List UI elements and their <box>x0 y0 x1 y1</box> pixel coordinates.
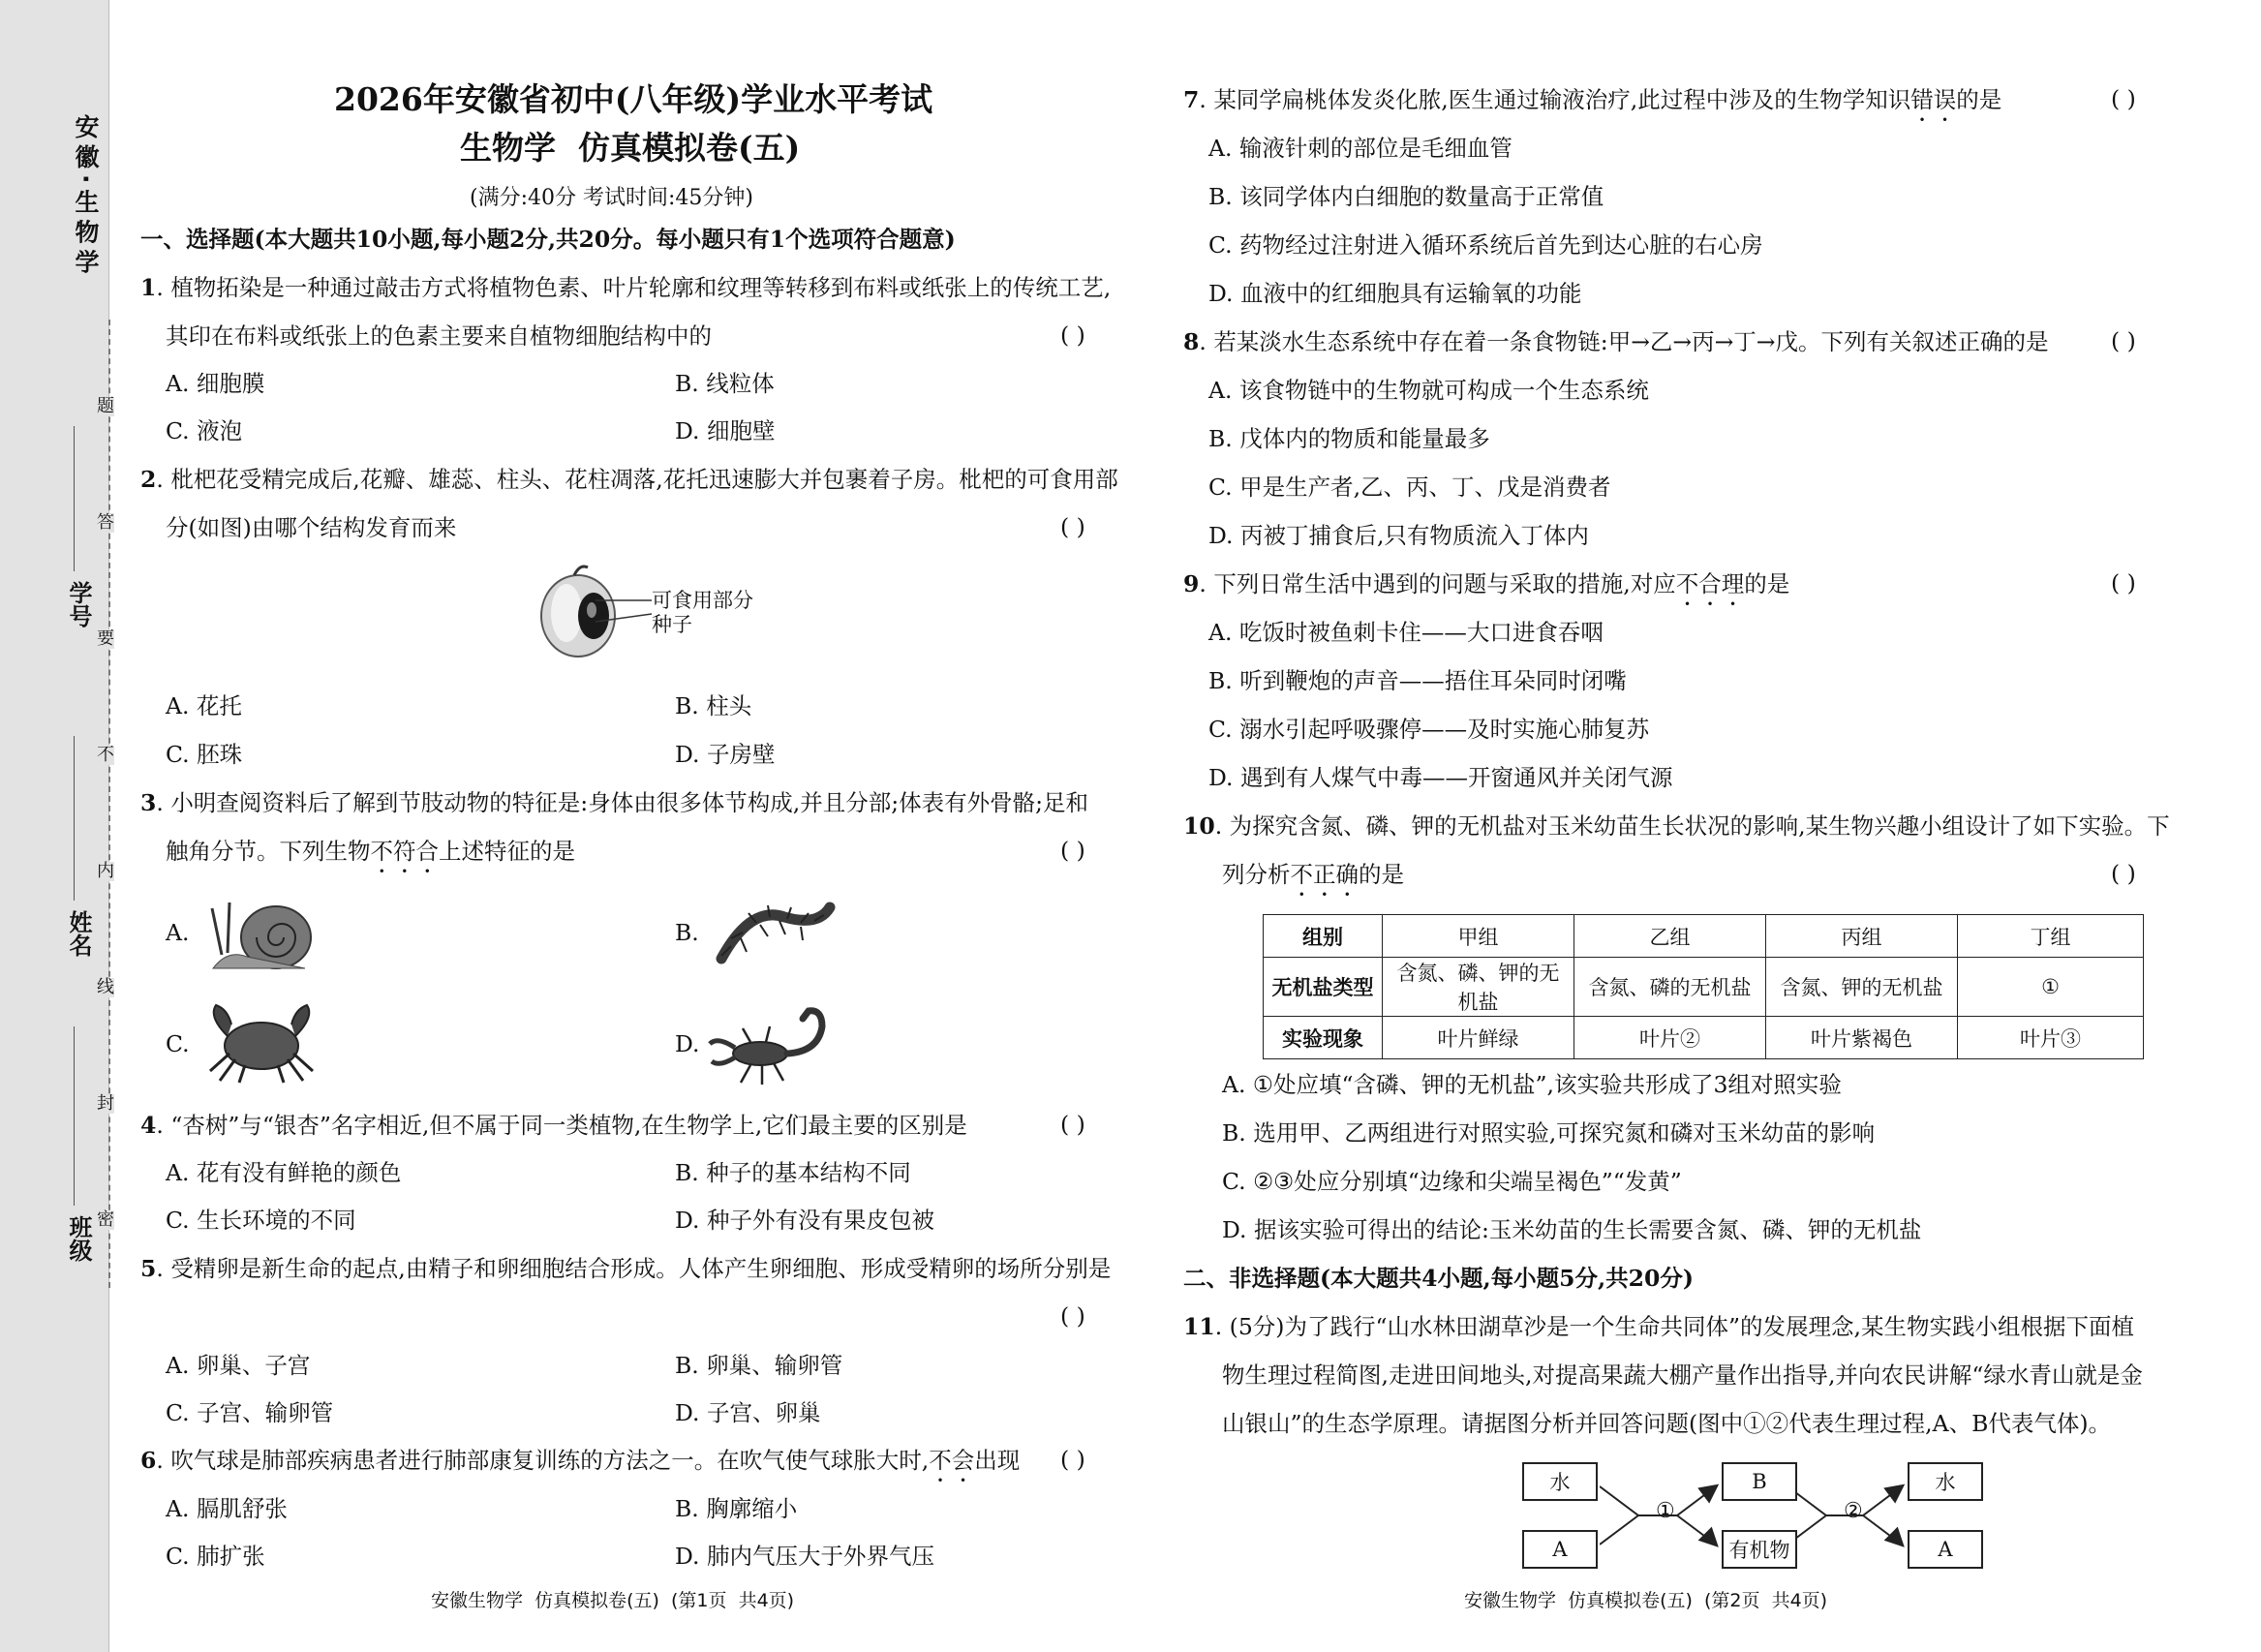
q3-stem-line2a: 触角分节。下列生物 <box>166 838 371 865</box>
diagram-box-b: B <box>1722 1462 1797 1501</box>
q11-number: 11 <box>1183 1313 1215 1340</box>
q10-answer-paren[interactable]: ( ) <box>2111 860 2136 887</box>
centipede-image <box>712 896 838 973</box>
diagram-box-organic: 有机物 <box>1722 1530 1797 1569</box>
exam-title: 2026年安徽省初中(八年级)学业水平考试 <box>334 80 933 118</box>
q6-option-d: D. 肺内气压大于外界气压 <box>675 1543 934 1570</box>
q3-stem-line1: 小明查阅资料后了解到节肢动物的特征是:身体由很多体节构成,并且分部;体表有外骨骼;足和 <box>170 789 1089 816</box>
q8-option-d: D. 丙被丁捕食后,只有物质流入丁体内 <box>1208 522 1589 549</box>
q5-option-d: D. 子宫、卵巢 <box>675 1399 821 1426</box>
table-cell: 叶片② <box>1574 1017 1766 1059</box>
q9-option-c: C. 溺水引起呼吸骤停——及时实施心肺复苏 <box>1208 716 1650 743</box>
table-cell: 甲组 <box>1383 915 1574 958</box>
q10-option-d: D. 据该实验可得出的结论:玉米幼苗的生长需要含氮、磷、钾的无机盐 <box>1222 1216 1922 1243</box>
class-line <box>74 1026 75 1206</box>
q8-stem: 若某淡水生态系统中存在着一条食物链:甲→乙→丙→丁→戊。下列有关叙述正确的是 <box>1213 328 2049 355</box>
q3-option-b: B. <box>675 919 699 946</box>
q8-option-b: B. 戊体内的物质和能量最多 <box>1208 425 1490 452</box>
q2-option-b: B. 柱头 <box>675 692 752 719</box>
table-row <box>1264 958 2144 1017</box>
q5-answer-paren[interactable]: ( ) <box>1060 1302 1085 1330</box>
q4-number: 4 <box>140 1112 157 1139</box>
q7-option-b: B. 该同学体内白细胞的数量高于正常值 <box>1208 183 1604 210</box>
q4-option-b: B. 种子的基本结构不同 <box>675 1159 911 1186</box>
q10-option-a: A. ①处应填“含磷、钾的无机盐”,该实验共形成了3组对照实验 <box>1222 1071 1842 1098</box>
diagram-box-a-left: A <box>1522 1530 1598 1569</box>
q9-emphasis: 不合理 <box>1675 570 1745 597</box>
q7-answer-paren[interactable]: ( ) <box>2111 85 2136 112</box>
q9-option-b: B. 听到鞭炮的声音——捂住耳朵同时闭嘴 <box>1208 667 1627 694</box>
table-cell: 叶片鲜绿 <box>1383 1017 1574 1059</box>
q10-option-c: C. ②③处应分别填“边缘和尖端呈褐色”“发黄” <box>1222 1168 1682 1195</box>
name-line <box>74 736 75 901</box>
experiment-table <box>1263 914 2144 1059</box>
q6-option-c: C. 肺扩张 <box>166 1543 265 1570</box>
cut-char: 不 <box>97 745 114 765</box>
q5-number: 5 <box>140 1255 157 1282</box>
q2-option-d: D. 子房壁 <box>675 741 776 768</box>
q10-emphasis: 不正确 <box>1290 861 1359 888</box>
q2-label-seed: 种子 <box>652 613 692 636</box>
q11-stem-line3: 山银山”的生态学原理。请据图分析并回答问题(图中①②代表生理过程,A、B代表气体)。 <box>1222 1410 2112 1437</box>
q7-number: 7 <box>1183 86 1200 113</box>
q3-stem-line2b: 上述特征的是 <box>439 838 575 865</box>
table-cell: 无机盐类型 <box>1264 958 1383 1017</box>
q8-number: 8 <box>1183 328 1200 355</box>
q1-answer-paren[interactable]: ( ) <box>1060 321 1085 349</box>
q1-stem-line1: 植物拓染是一种通过敲击方式将植物色素、叶片轮廓和纹理等转移到布料或纸张上的传统工艺, <box>170 274 1112 301</box>
cut-char: 密 <box>97 1209 114 1230</box>
q10-stem-line1: 为探究含氮、磷、钾的无机盐对玉米幼苗生长状况的影响,某生物兴趣小组设计了如下实验。下 <box>1229 812 2170 840</box>
diagram-box-water-right: 水 <box>1908 1462 1983 1501</box>
table-cell: 含氮、钾的无机盐 <box>1766 958 1958 1017</box>
name-label: 姓名 <box>65 910 92 957</box>
exam-info: (满分:40分 考试时间:45分钟) <box>470 186 753 210</box>
exam-subtitle: 生物学 仿真模拟卷(五) <box>460 129 801 167</box>
table-cell: 叶片③ <box>1958 1017 2144 1059</box>
q9-option-a: A. 吃饭时被鱼刺卡住——大口进食吞咽 <box>1208 619 1604 646</box>
q1-option-b: B. 线粒体 <box>675 370 775 397</box>
q7-option-a: A. 输液针刺的部位是毛细血管 <box>1208 135 1512 162</box>
q10-stem-line2b: 的是 <box>1359 861 1404 888</box>
q7-option-c: C. 药物经过注射进入循环系统后首先到达心脏的右心房 <box>1208 231 1763 259</box>
q3-option-a: A. <box>166 919 190 946</box>
q2-stem-line2: 分(如图)由哪个结构发育而来 <box>166 514 457 541</box>
q3-option-c: C. <box>166 1030 190 1057</box>
q5-option-c: C. 子宫、输卵管 <box>166 1399 334 1426</box>
q9-stem-a: 下列日常生活中遇到的问题与采取的措施,对应 <box>1213 570 1676 597</box>
cut-char: 题 <box>97 396 114 416</box>
table-cell: 丁组 <box>1958 915 2144 958</box>
table-cell: 含氮、磷、钾的无机盐 <box>1383 958 1574 1017</box>
diagram-process-1: ① <box>1656 1499 1675 1523</box>
scorpion-image <box>702 997 838 1089</box>
q9-option-d: D. 遇到有人煤气中毒——开窗通风并关闭气源 <box>1208 764 1673 791</box>
diagram-process-2: ② <box>1844 1499 1863 1523</box>
q2-answer-paren[interactable]: ( ) <box>1060 513 1085 540</box>
q2-option-a: A. 花托 <box>166 692 242 719</box>
q6-option-b: B. 胸廓缩小 <box>675 1495 798 1522</box>
student-id-line <box>74 426 75 571</box>
student-id-label: 学号 <box>65 581 92 627</box>
q7-option-d: D. 血液中的红细胞具有运输氧的功能 <box>1208 280 1582 307</box>
q7-stem-b: 的是 <box>1956 86 2002 113</box>
table-cell: 组别 <box>1264 915 1383 958</box>
q10-number: 10 <box>1183 812 1215 840</box>
q1-stem-line2: 其印在布料或纸张上的色素主要来自植物细胞结构中的 <box>166 322 712 350</box>
subject-label: 安徽·生物学 <box>72 114 100 280</box>
q6-emphasis: 不会 <box>929 1447 975 1474</box>
q4-option-c: C. 生长环境的不同 <box>166 1207 356 1234</box>
q4-option-d: D. 种子外有没有果皮包被 <box>675 1207 934 1234</box>
page-2-column: 7. 某同学扁桃体发炎化脓,医生通过输液治疗,此过程中涉及的生物学知识错误的是 ( ) A. 输液针刺的部位是毛细血管 B. 该同学体内白细胞的数量高于正常值 C. 药物经过注射进入循环系统后首先到达心脏的右心房 D. 血液中的红细胞具有运输氧的功能 8. 若某淡水生态系统中存在着一条食物链:甲→乙→丙→丁→戊。下列有关叙述正确的是 ( ) A. 该食物链中的生物就可构成一个生态系统 B. 戊体内的物质和能量最多 C. 甲是生产者,乙、丙、丁、戊是消费者 D. 丙被丁捕食后,只有物质流入丁体内 9. 下列日常生活中遇到的问题与采取的措施,对应不合理的是 ( ) A. 吃饭时被鱼刺卡住——大口进食吞咽 B. 听到鞭炮的声音——捂住耳朵同时闭嘴 C. 溺水引起呼吸骤停——及时实施心肺复苏 D. 遇到有人煤气中毒——开窗通风并关闭气源 10. 为探究含氮、磷、钾的无机盐对玉米幼苗生长状况的影响,某生物兴趣小组设计了如下实验。下 列分析不正确的是 ( ) 组别 甲组 乙组 丙组 丁组 无机盐类型 含氮、磷、钾的无机盐 含氮、磷的无机盐 含氮、钾的无机盐 ① 实验现象 叶片鲜绿 叶片② 叶片紫褐色 叶片③ A. ①处应填“含磷、钾的无机盐”,该实验共形成了3组对照实验 B. 选用甲、乙两组进行对照实验,可探究氮和磷对玉米幼苗的影响 C. ②③处应分别填“边缘和尖端呈褐色”“发黄” D. 据该实验可得出的结论:玉米幼苗的生长需要含氮、磷、钾的无机盐 二、非选择题(本大题共4小题,每小题5分,共20分) 11. (5分)为了践行“山水林田湖草沙是一个生命共同体”的发展理念,某生物实践小组根据下面植 物生理过程简图,走进田间地头,对提高果蔬大棚产量作出指导,并向农民讲解“绿水青山就是金 山银山”的生态学原理。请据图分析并回答问题(图中①②代表生理过程,A、B代表气体)。 水 A ① B 有机物 ② 水 A 安徽生物学 仿真模拟卷(五) (第2页 共4页) <box>1183 85 2170 1611</box>
q6-number: 6 <box>140 1447 157 1474</box>
q1-option-c: C. 液泡 <box>166 417 243 444</box>
table-cell: 丙组 <box>1766 915 1958 958</box>
q1-option-a: A. 细胞膜 <box>166 370 265 397</box>
q10-option-b: B. 选用甲、乙两组进行对照实验,可探究氮和磷对玉米幼苗的影响 <box>1222 1119 1876 1147</box>
q11-stem-line2: 物生理过程简图,走进田间地头,对提高果蔬大棚产量作出指导,并向农民讲解“绿水青山就是金 <box>1222 1361 2143 1389</box>
diagram-box-a-right: A <box>1908 1530 1983 1569</box>
q4-answer-paren[interactable]: ( ) <box>1060 1111 1085 1138</box>
section-1-heading: 一、选择题(本大题共10小题,每小题2分,共20分。每小题只有1个选项符合题意) <box>140 226 956 253</box>
q5-option-b: B. 卵巢、输卵管 <box>675 1352 843 1379</box>
binding-strip <box>0 0 109 1652</box>
table-cell: ① <box>1958 958 2144 1017</box>
q9-answer-paren[interactable]: ( ) <box>2111 569 2136 597</box>
q8-option-c: C. 甲是生产者,乙、丙、丁、戊是消费者 <box>1208 474 1611 501</box>
q2-option-c: C. 胚珠 <box>166 741 243 768</box>
q2-number: 2 <box>140 466 157 493</box>
q2-stem-line1: 枇杷花受精完成后,花瓣、雄蕊、柱头、花柱凋落,花托迅速膨大并包裹着子房。枇杷的可食用部 <box>170 466 1118 493</box>
q1-number: 1 <box>140 274 157 301</box>
q9-number: 9 <box>1183 570 1200 597</box>
footer-page-2: 安徽生物学 仿真模拟卷(五) (第2页 共4页) <box>1464 1590 1828 1611</box>
q4-stem: “杏树”与“银杏”名字相近,但不属于同一类植物,在生物学上,它们最主要的区别是 <box>170 1112 967 1139</box>
snail-image <box>208 889 320 976</box>
table-cell: 含氮、磷的无机盐 <box>1574 958 1766 1017</box>
q3-option-d: D. <box>675 1030 700 1057</box>
cut-char: 内 <box>97 861 114 881</box>
label-pointer-lines <box>596 593 654 631</box>
cut-char: 封 <box>97 1093 114 1114</box>
q11-stem-line1: (5分)为了践行“山水林田湖草沙是一个生命共同体”的发展理念,某生物实践小组根据下面植 <box>1229 1313 2134 1340</box>
q8-answer-paren[interactable]: ( ) <box>2111 327 2136 354</box>
q3-answer-paren[interactable]: ( ) <box>1060 837 1085 864</box>
crab-image <box>199 997 324 1085</box>
q7-stem-a: 某同学扁桃体发炎化脓,医生通过输液治疗,此过程中涉及的生物学知识 <box>1213 86 1911 113</box>
table-row <box>1264 1017 2144 1059</box>
q2-label-edible: 可食用部分 <box>652 589 753 612</box>
table-cell: 叶片紫褐色 <box>1766 1017 1958 1059</box>
q10-stem-line2a: 列分析 <box>1222 861 1291 888</box>
q6-option-a: A. 膈肌舒张 <box>166 1495 288 1522</box>
q7-emphasis: 错误 <box>1910 86 1957 113</box>
seal-cut-line <box>108 320 110 1288</box>
q3-emphasis: 不符合 <box>370 838 439 865</box>
q4-option-a: A. 花有没有鲜艳的颜色 <box>166 1159 402 1186</box>
q5-option-a: A. 卵巢、子宫 <box>166 1352 311 1379</box>
table-cell: 乙组 <box>1574 915 1766 958</box>
q6-answer-paren[interactable]: ( ) <box>1060 1446 1085 1473</box>
page-1-column: 2026年安徽省初中(八年级)学业水平考试 生物学 仿真模拟卷(五) (满分:40分 考试时间:45分钟) 一、选择题(本大题共10小题,每小题2分,共20分。每小题只有1个选项符合题意) 1. 植物拓染是一种通过敲击方式将植物色素、叶片轮廓和纹理等转移到布料或纸张上的传统工艺, 其印在布料或纸张上的色素主要来自植物细胞结构中的 ( ) A. 细胞膜 B. 线粒体 C. 液泡 D. 细胞壁 2. 枇杷花受精完成后,花瓣、雄蕊、柱头、花柱凋落,花托迅速膨大并包裹着子房。枇杷的可食用部 分(如图)由哪个结构发育而来 ( ) 可食用部分 种子 A. 花托 B. 柱头 C. 胚珠 D. 子房壁 3. 小明查阅资料后了解到节肢动物的特征是:身体由很多体节构成,并且分部;体表有外骨骼;足和 触角分节。下列生物不符合上述特征的是 ( ) A. B. C. D. 4. “杏树”与“银杏”名字相近,但不属于同一类植物,在生物学上,它们最主要的区别是 ( ) A. 花有没有鲜艳的颜色 B. 种子的基本结构不同 C. 生长环境的不同 D. 种子外有没有果皮包被 5. 受精卵是新生命的起点,由精子和卵细胞结合形成。人体产生卵细胞、形成受精卵的场所分别是 ( ) A. 卵巢、子宫 B. 卵巢、输卵管 C. 子宫、输卵管 D. 子宫、卵巢 6. 吹气球是肺部疾病患者进行肺部康复训练的方法之一。在吹气使气球胀大时,不会出现 ( ) A. 膈肌舒张 B. 胸廓缩小 C. 肺扩张 D. 肺内气压大于外界气压 安徽生物学 仿真模拟卷(五) (第1页 共4页) <box>140 80 1118 1611</box>
q5-stem: 受精卵是新生命的起点,由精子和卵细胞结合形成。人体产生卵细胞、形成受精卵的场所分别是 <box>170 1255 1112 1282</box>
q6-stem-a: 吹气球是肺部疾病患者进行肺部康复训练的方法之一。在吹气使气球胀大时, <box>170 1447 930 1474</box>
q8-option-a: A. 该食物链中的生物就可构成一个生态系统 <box>1208 377 1649 404</box>
q3-number: 3 <box>140 789 157 816</box>
diagram-box-water-left: 水 <box>1522 1462 1598 1501</box>
footer-page-1: 安徽生物学 仿真模拟卷(五) (第1页 共4页) <box>431 1590 795 1611</box>
class-label: 班级 <box>65 1215 92 1262</box>
table-header-row <box>1264 915 2144 958</box>
cut-char: 线 <box>97 977 114 997</box>
q9-stem-b: 的是 <box>1744 570 1790 597</box>
section-2-heading: 二、非选择题(本大题共4小题,每小题5分,共20分) <box>1183 1265 1695 1292</box>
cut-char: 答 <box>97 512 114 533</box>
cut-char: 要 <box>97 628 114 649</box>
table-cell: 实验现象 <box>1264 1017 1383 1059</box>
q6-stem-b: 出现 <box>974 1447 1021 1474</box>
q1-option-d: D. 细胞壁 <box>675 417 776 444</box>
